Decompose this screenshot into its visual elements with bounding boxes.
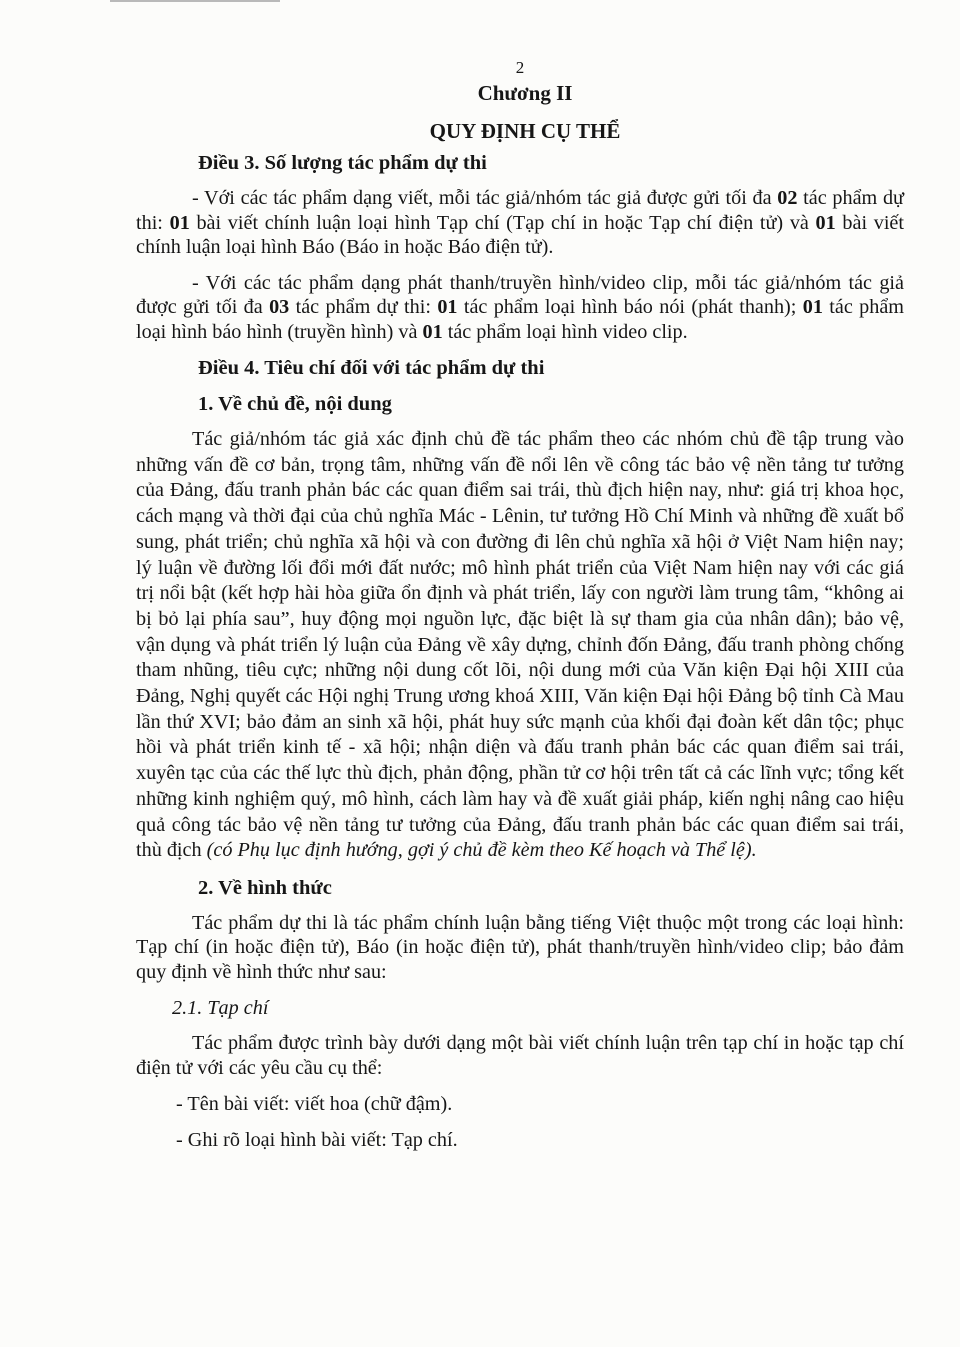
document-page xyxy=(136,58,904,1163)
list-item: - Ghi rõ loại hình bài viết: Tạp chí. xyxy=(176,1129,458,1152)
list-item: - Tên bài viết: viết hoa (chữ đậm). xyxy=(176,1093,453,1116)
chapter-label: Chương II xyxy=(477,81,573,105)
subsection-2-1-heading: 2.1. Tạp chí xyxy=(172,997,269,1020)
article-3-heading: Điều 3. Số lượng tác phẩm dự thi xyxy=(198,152,487,174)
section-1-body: Tác giả/nhóm tác giả xác định chủ đề tác phẩm theo các nhóm chủ đề tập trung vào những vấn đề cơ bản, trọng tâm, những vấn đề nổi lên về công tác bảo vệ nền tảng tư tưởng của Đảng, đấu tranh phản bác các quan điểm sai trái, thù địch hiện nay, như: giá trị khoa học, cách mạng và thời đại của chủ nghĩa Mác - Lênin, tư tưởng Hồ Chí Minh và những đề xuất bổ sung, phát triển; chủ nghĩa xã hội và con đường đi lên chủ nghĩa xã hội ở Việt Nam hiện nay; lý luận về đường lối đổi mới đất nước; mô hình phát triển của Việt Nam hiện nay với các giá trị nổi bật (kết hợp hài hòa giữa ổn định và phát triển, lấy con người làm trung tâm, “không ai bị bỏ lại phía sau”, huy động mọi nguồn lực, đặc biệt là sự tham gia của nhân dân); bảo vệ, vận dụng và phát triển lý luận của Đảng về xây dựng, chỉnh đốn Đảng, đấu tranh phòng chống tham nhũng, tiêu cực; những nội dung cốt lõi, nội dung mới của Văn kiện Đại hội XIII của Đảng, Nghị quyết các Hội nghị Trung ương khoá XIII, Văn kiện Đại hội Đảng bộ tỉnh Cà Mau lần thứ XVI; bảo đảm an sinh xã hội, phát huy sức mạnh của khối đại đoàn kết dân tộc; phục hồi và phát triển kinh tế - xã hội; nhận diện và đấu tranh phản bác các quan điểm sai trái, xuyên tạc của các thế lực thù địch, phản động, phần tử cơ hội trên tất cả các lĩnh vực; tổng kết những kinh nghiệm quý, mô hình, cách làm hay và đề xuất giải pháp, kiến nghị nâng cao hiệu quả công tác bảo vệ nền tảng tư tưởng của Đảng, đấu tranh phản bác các quan điểm sai trái, thù địch (có Phụ lục định hướng, gợi ý chủ đề kèm theo Kế hoạch và Thể lệ). xyxy=(136,428,904,862)
section-2-heading: 2. Về hình thức xyxy=(198,876,332,899)
chapter-title: QUY ĐỊNH CỤ THỂ xyxy=(429,119,621,143)
scan-artifact-line xyxy=(110,0,280,2)
section-1-heading: 1. Về chủ đề, nội dung xyxy=(198,393,392,415)
article-3-paragraph-1: - Với các tác phẩm dạng viết, mỗi tác giả/nhóm tác giả được gửi tối đa 02 tác phẩm dự thi: 01 bài viết chính luận loại hình Tạp chí (Tạp chí in hoặc Tạp chí điện tử) và 01 bài viết chính luận loại hình Báo (Báo in hoặc Báo điện tử). xyxy=(136,187,905,258)
article-3-paragraph-2: - Với các tác phẩm dạng phát thanh/truyền hình/video clip, mỗi tác giả/nhóm tác giả được gửi tối đa 03 tác phẩm dự thi: 01 tác phẩm loại hình báo nói (phát thanh); 01 tác phẩm loại hình báo hình (truyền hình) và 01 tác phẩm loại hình video clip. xyxy=(136,271,904,343)
article-4-heading: Điều 4. Tiêu chí đối với tác phẩm dự thi xyxy=(198,357,545,379)
subsection-2-1-body: Tác phẩm được trình bày dưới dạng một bài viết chính luận trên tạp chí in hoặc tạp chí điện tử với các yêu cầu cụ thể: xyxy=(136,1032,904,1079)
section-2-body: Tác phẩm dự thi là tác phẩm chính luận bằng tiếng Việt thuộc một trong các loại hình: Tạp chí (in hoặc điện tử), Báo (in hoặc điện tử), phát thanh/truyền hình/video clip; bảo đảm quy định về hình thức như sau: xyxy=(136,911,904,983)
page-number: 2 xyxy=(515,58,525,77)
